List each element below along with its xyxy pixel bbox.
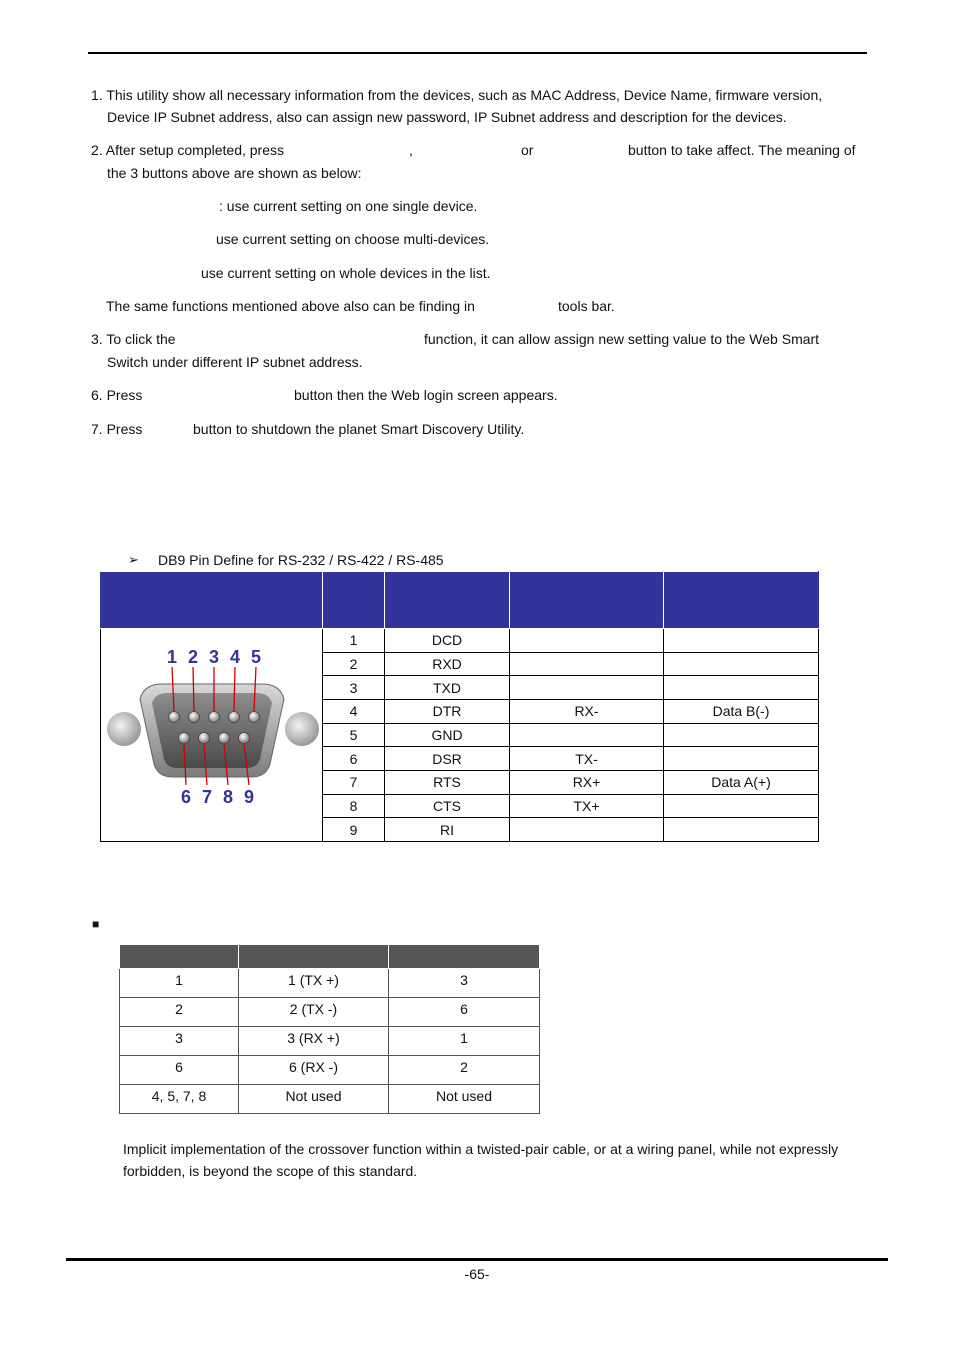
- toolbar-note-b: tools bar.: [558, 298, 615, 314]
- crossover-cell: 2: [389, 1056, 540, 1085]
- crossover-cell: 2 (TX -): [239, 998, 389, 1027]
- pin-hole: [178, 733, 189, 744]
- step-2-line-2: the 3 buttons above are shown as below:: [107, 165, 362, 181]
- pin-hole: [198, 733, 209, 744]
- db9-cell-rs232: DCD: [385, 629, 510, 653]
- button-meaning-1: : use current setting on one single device.: [219, 198, 478, 214]
- crossover-cell: 3: [389, 969, 540, 998]
- mount-ear: [107, 712, 141, 746]
- step-2-text-c: or: [521, 142, 534, 158]
- crossover-cell: 2: [120, 998, 239, 1027]
- db9-cell-rs232: DSR: [385, 747, 510, 771]
- arrow-bullet-icon: ➢: [128, 552, 139, 567]
- db9-cell-rs422: [510, 652, 664, 676]
- pin-hole: [228, 712, 239, 723]
- page-number: -65-: [464, 1266, 490, 1282]
- step-7-text-a: 7. Press: [91, 421, 143, 437]
- crossover-cell: 6: [120, 1056, 239, 1085]
- db9-cell-pin: 7: [323, 770, 385, 794]
- db9-cell-rs485: [664, 794, 819, 818]
- db9-cell-rs422: RX+: [510, 770, 664, 794]
- button-meaning-2: use current setting on choose multi-devices.: [216, 231, 490, 247]
- pin-hole: [218, 733, 229, 744]
- pin-number-label: 6: [180, 787, 191, 807]
- crossover-header-cell: [120, 945, 239, 969]
- db9-cell-rs232: GND: [385, 723, 510, 747]
- db9-cell-rs232: TXD: [385, 676, 510, 700]
- db9-cell-rs485: [664, 676, 819, 700]
- crossover-cell: 1: [120, 969, 239, 998]
- db9-cell-rs485: [664, 747, 819, 771]
- db9-header-cell: [101, 572, 323, 629]
- header-rule: [88, 52, 867, 54]
- db9-cell-rs232: RXD: [385, 652, 510, 676]
- crossover-cell: Not used: [239, 1085, 389, 1114]
- toolbar-note-a: The same functions mentioned above also can be finding in: [106, 298, 475, 314]
- crossover-cell: Not used: [389, 1085, 540, 1114]
- db9-cell-pin: 5: [323, 723, 385, 747]
- crossover-row: [120, 969, 540, 998]
- db9-connector-icon: [102, 629, 322, 835]
- step-2-text-a: 2. After setup completed, press: [91, 142, 284, 158]
- step-2-text-d: button to take affect. The meaning of: [628, 142, 856, 158]
- db9-cell-rs232: RTS: [385, 770, 510, 794]
- db9-cell-rs422: [510, 629, 664, 653]
- pin-number-label: 4: [229, 647, 240, 667]
- db9-cell-pin: 3: [323, 676, 385, 700]
- crossover-cell: 6 (RX -): [239, 1056, 389, 1085]
- step-6-text-a: 6. Press: [91, 387, 143, 403]
- note-line-2: forbidden, is beyond the scope of this standard.: [123, 1163, 418, 1179]
- db9-header-cell: [664, 572, 819, 629]
- db9-cell-rs422: RX-: [510, 699, 664, 723]
- db9-cell-rs485: [664, 723, 819, 747]
- pin-hole: [168, 712, 179, 723]
- step-3-text-b: function, it can allow assign new setting value to the Web Smart: [424, 331, 820, 347]
- step-3-text-a: 3. To click the: [91, 331, 176, 347]
- db9-cell-rs422: [510, 818, 664, 842]
- db9-cell-rs232: CTS: [385, 794, 510, 818]
- db9-cell-rs232: DTR: [385, 699, 510, 723]
- button-meaning-3: use current setting on whole devices in the list.: [201, 265, 491, 281]
- step-3-line-2: Switch under different IP subnet address.: [107, 354, 363, 370]
- db9-cell-rs485: [664, 652, 819, 676]
- db9-cell-rs485: Data B(-): [664, 699, 819, 723]
- db9-row: [101, 629, 819, 653]
- db9-pin-table: [100, 571, 819, 842]
- db9-cell-pin: 1: [323, 629, 385, 653]
- db9-header-cell: [385, 572, 510, 629]
- db9-cell-rs485: [664, 629, 819, 653]
- db9-cell-rs485: Data A(+): [664, 770, 819, 794]
- db9-header-cell: [510, 572, 664, 629]
- pin-number-label: 5: [250, 647, 261, 667]
- db9-cell-rs422: [510, 676, 664, 700]
- crossover-row: [120, 998, 540, 1027]
- step-7-text-b: button to shutdown the planet Smart Discovery Utility.: [193, 421, 525, 437]
- step-6-text-b: button then the Web login screen appears.: [294, 387, 558, 403]
- db9-cell-pin: 8: [323, 794, 385, 818]
- crossover-row: [120, 1027, 540, 1056]
- pin-hole: [248, 712, 259, 723]
- db9-cell-pin: 6: [323, 747, 385, 771]
- crossover-header-cell: [239, 945, 389, 969]
- crossover-cell: 1: [389, 1027, 540, 1056]
- mount-ear: [285, 712, 319, 746]
- db9-connector-cell: [101, 629, 323, 842]
- db9-header-row: [101, 572, 819, 629]
- crossover-cell: 3: [120, 1027, 239, 1056]
- crossover-cell: 1 (TX +): [239, 969, 389, 998]
- db9-cell-pin: 2: [323, 652, 385, 676]
- step-1-line-1: 1. This utility show all necessary information from the devices, such as MAC Address, Device Name, firmware version,: [91, 87, 823, 103]
- crossover-row: [120, 1085, 540, 1114]
- db9-cell-rs422: TX+: [510, 794, 664, 818]
- pin-number-label: 8: [222, 787, 233, 807]
- db9-cell-pin: 9: [323, 818, 385, 842]
- crossover-row: [120, 1056, 540, 1085]
- db9-caption: DB9 Pin Define for RS-232 / RS-422 / RS-485: [158, 552, 444, 568]
- pin-hole: [208, 712, 219, 723]
- crossover-header-cell: [389, 945, 540, 969]
- square-bullet-icon: ■: [92, 917, 100, 931]
- step-1-line-2: Device IP Subnet address, also can assign new password, IP Subnet address and description for the devices.: [107, 109, 787, 125]
- pin-number-label: 3: [208, 647, 219, 667]
- crossover-cell: 6: [389, 998, 540, 1027]
- pin-number-label: 1: [166, 647, 177, 667]
- pin-number-label: 2: [187, 647, 198, 667]
- db9-cell-rs422: [510, 723, 664, 747]
- db9-cell-pin: 4: [323, 699, 385, 723]
- db9-header-cell: [323, 572, 385, 629]
- pin-number-label: 7: [201, 787, 212, 807]
- crossover-table: [119, 944, 540, 1114]
- db9-cell-rs232: RI: [385, 818, 510, 842]
- db9-cell-rs422: TX-: [510, 747, 664, 771]
- footer-rule: [66, 1258, 888, 1261]
- pin-number-label: 9: [243, 787, 254, 807]
- db9-cell-rs485: [664, 818, 819, 842]
- crossover-cell: 3 (RX +): [239, 1027, 389, 1056]
- pin-hole: [188, 712, 199, 723]
- step-2-text-b: ,: [409, 142, 413, 158]
- pin-hole: [238, 733, 249, 744]
- crossover-cell: 4, 5, 7, 8: [120, 1085, 239, 1114]
- note-line-1: Implicit implementation of the crossover function within a twisted-pair cable, or at a wiring panel, while not expressly: [123, 1141, 839, 1157]
- crossover-header-row: [120, 945, 540, 969]
